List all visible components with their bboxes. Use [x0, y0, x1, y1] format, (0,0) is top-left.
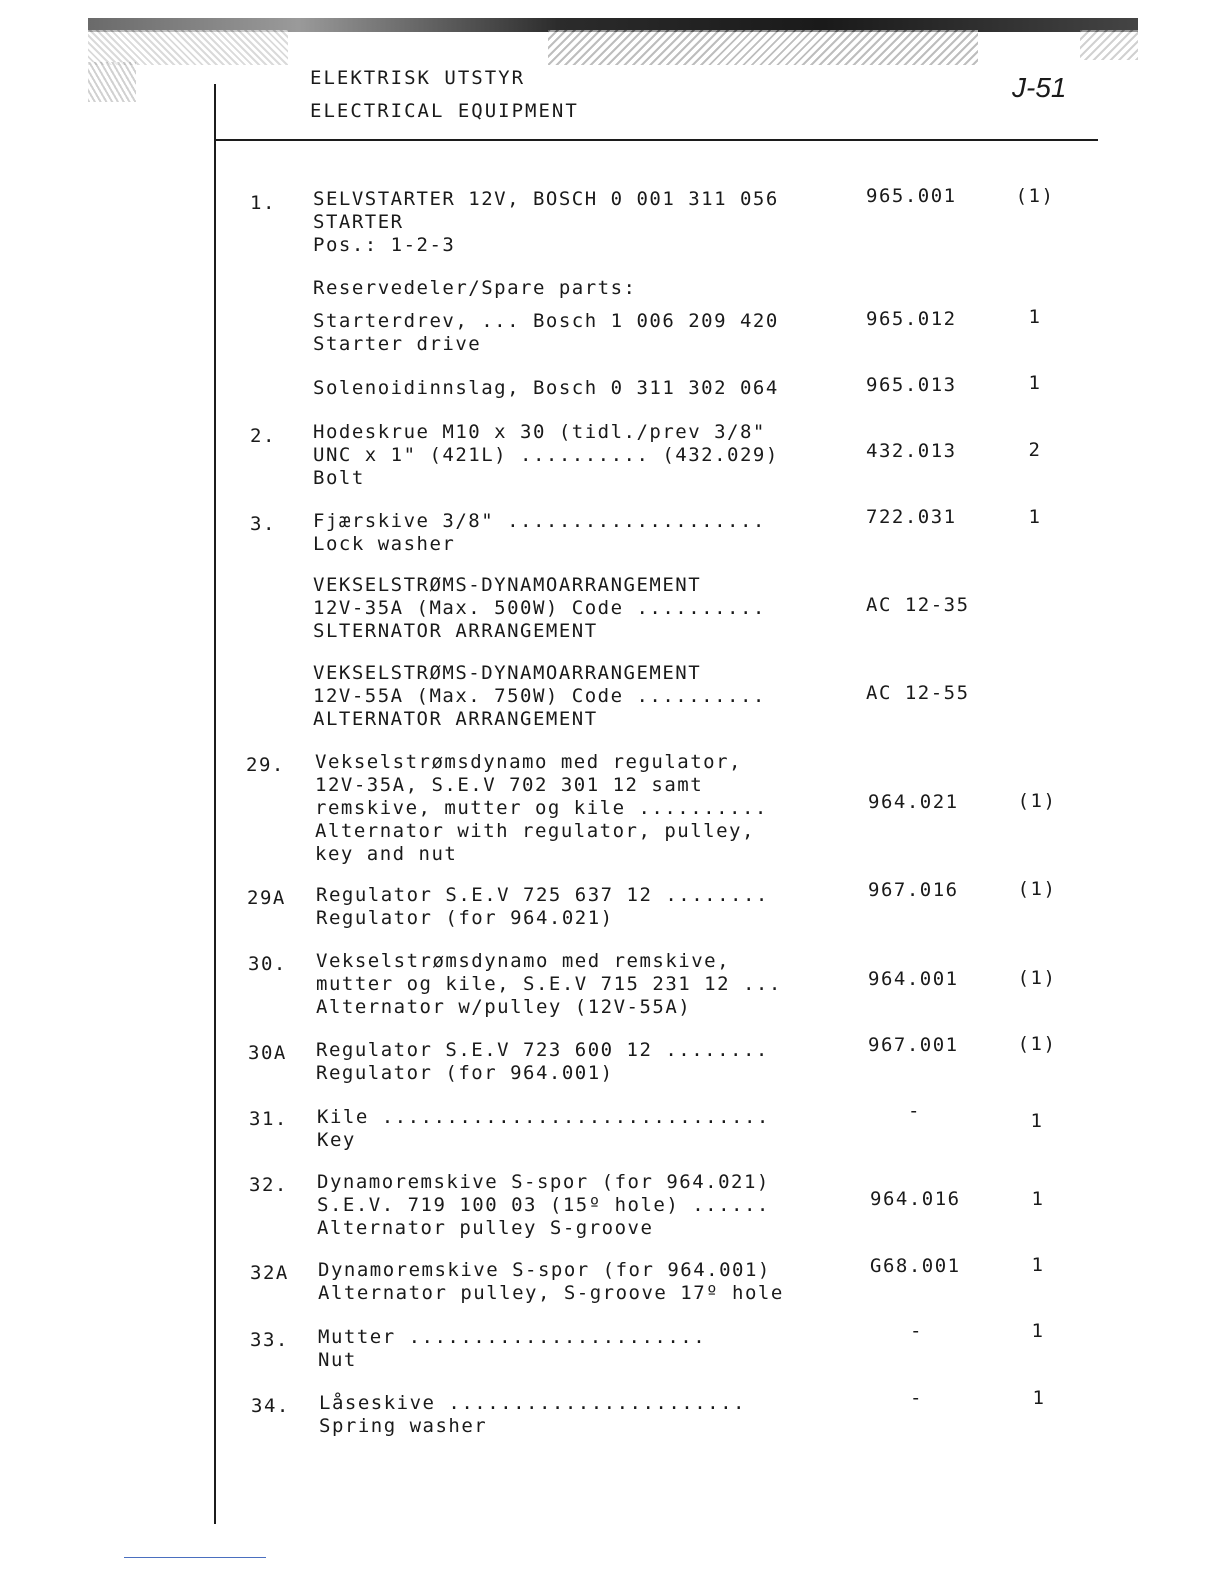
item-line: S.E.V. 719 100 03 (15º hole) ......: [317, 1194, 770, 1216]
item-line: Starterdrev, ... Bosch 1 006 209 420: [313, 310, 779, 332]
item-line: Alternator pulley, S-groove 17º hole: [318, 1282, 784, 1304]
footer-rule: [124, 1557, 266, 1558]
item-line: Alternator pulley S-groove: [317, 1217, 654, 1239]
item-number: 2.: [250, 425, 276, 447]
quantity: 1: [1031, 1320, 1045, 1342]
item-line: Starter drive: [313, 333, 482, 355]
item-line: mutter og kile, S.E.V 715 231 12 ...: [316, 973, 782, 995]
part-number: 432.013: [866, 440, 957, 462]
quantity: 1: [1028, 306, 1042, 328]
title-english: ELECTRICAL EQUIPMENT: [310, 100, 579, 122]
item-line: Mutter .......................: [318, 1326, 707, 1348]
item-line: Kile ..............................: [317, 1106, 770, 1128]
item-line: Alternator w/pulley (12V-55A): [316, 996, 692, 1018]
item-line: Hodeskrue M10 x 30 (tidl./prev 3/8": [313, 421, 766, 443]
part-number: 965.013: [866, 374, 957, 396]
quantity: (1): [1017, 790, 1057, 812]
part-number: 964.001: [868, 968, 959, 990]
vertical-rule: [214, 84, 216, 1524]
scan-noise: [88, 62, 136, 102]
part-number: 964.021: [868, 791, 959, 813]
item-line: Lock washer: [313, 533, 456, 555]
item-line: Regulator S.E.V 725 637 12 ........: [316, 884, 769, 906]
part-number: 965.012: [866, 308, 957, 330]
scan-noise: [1080, 30, 1138, 60]
item-number: 30A: [248, 1042, 287, 1064]
item-line: STARTER: [313, 211, 404, 233]
part-number: 964.016: [870, 1188, 961, 1210]
item-line: Vekselstrømsdynamo med remskive,: [316, 950, 731, 972]
part-number: 965.001: [866, 185, 957, 207]
item-number: 32.: [249, 1174, 288, 1196]
item-line: Dynamoremskive S-spor (for 964.021): [317, 1171, 770, 1193]
quantity: (1): [1015, 185, 1055, 207]
item-line: Bolt: [313, 467, 365, 489]
item-number: 34.: [251, 1395, 290, 1417]
item-line: Regulator S.E.V 723 600 12 ........: [316, 1039, 769, 1061]
part-number: -: [910, 1387, 923, 1409]
item-number: 29A: [247, 887, 286, 909]
item-number: 1.: [250, 192, 276, 214]
page-reference: J-51: [1012, 72, 1067, 103]
code-number: AC 12-55: [866, 682, 970, 704]
part-number: G68.001: [870, 1255, 961, 1277]
item-number: 29.: [246, 754, 285, 776]
quantity: 1: [1031, 1188, 1045, 1210]
part-number: 722.031: [866, 506, 957, 528]
part-number: 967.001: [868, 1034, 959, 1056]
item-line: Solenoidinnslag, Bosch 0 311 302 064: [313, 377, 779, 399]
scan-noise: [548, 30, 978, 65]
header-rule: [214, 139, 1098, 141]
quantity: 1: [1031, 1254, 1045, 1276]
item-line: Nut: [318, 1349, 357, 1371]
item-line: UNC x 1" (421L) .......... (432.029): [313, 444, 779, 466]
item-line: Alternator with regulator, pulley,: [315, 820, 755, 842]
item-number: 31.: [249, 1108, 288, 1130]
part-number: 967.016: [868, 879, 959, 901]
quantity: 1: [1030, 1110, 1044, 1132]
quantity: 2: [1028, 439, 1042, 461]
spare-parts-heading: Reservedeler/Spare parts:: [313, 277, 637, 299]
item-line: ALTERNATOR ARRANGEMENT: [313, 708, 598, 730]
item-line: Key: [317, 1129, 356, 1151]
scan-noise: [88, 30, 288, 65]
quantity: (1): [1017, 1033, 1057, 1055]
item-line: Dynamoremskive S-spor (for 964.001): [318, 1259, 771, 1281]
title-norwegian: ELEKTRISK UTSTYR: [310, 67, 526, 89]
item-line: Vekselstrømsdynamo med regulator,: [315, 751, 742, 773]
item-number: 33.: [250, 1329, 289, 1351]
item-number: 3.: [250, 513, 276, 535]
item-line: Pos.: 1-2-3: [313, 234, 456, 256]
quantity: 1: [1028, 372, 1042, 394]
item-number: 30.: [248, 953, 287, 975]
part-number: -: [908, 1100, 921, 1122]
item-line: Fjærskive 3/8" ....................: [313, 510, 766, 532]
item-line: Regulator (for 964.001): [316, 1062, 614, 1084]
item-line: key and nut: [315, 843, 458, 865]
quantity: (1): [1017, 878, 1057, 900]
item-line: remskive, mutter og kile ..........: [315, 797, 768, 819]
quantity: 1: [1028, 506, 1042, 528]
quantity: 1: [1032, 1387, 1046, 1409]
item-line: 12V-35A, S.E.V 702 301 12 samt: [315, 774, 704, 796]
code-number: AC 12-35: [866, 594, 970, 616]
item-line: Regulator (for 964.021): [316, 907, 614, 929]
part-number: -: [910, 1320, 923, 1342]
item-number: 32A: [250, 1262, 289, 1284]
item-line: SELVSTARTER 12V, BOSCH 0 001 311 056: [313, 188, 779, 210]
item-line: 12V-55A (Max. 750W) Code ..........: [313, 685, 766, 707]
item-line: Låseskive .......................: [319, 1392, 746, 1414]
item-line: 12V-35A (Max. 500W) Code ..........: [313, 597, 766, 619]
quantity: (1): [1017, 967, 1057, 989]
item-line: VEKSELSTRØMS-DYNAMOARRANGEMENT: [313, 574, 702, 596]
item-line: VEKSELSTRØMS-DYNAMOARRANGEMENT: [313, 662, 702, 684]
item-line: Spring washer: [319, 1415, 488, 1437]
item-line: SLTERNATOR ARRANGEMENT: [313, 620, 598, 642]
